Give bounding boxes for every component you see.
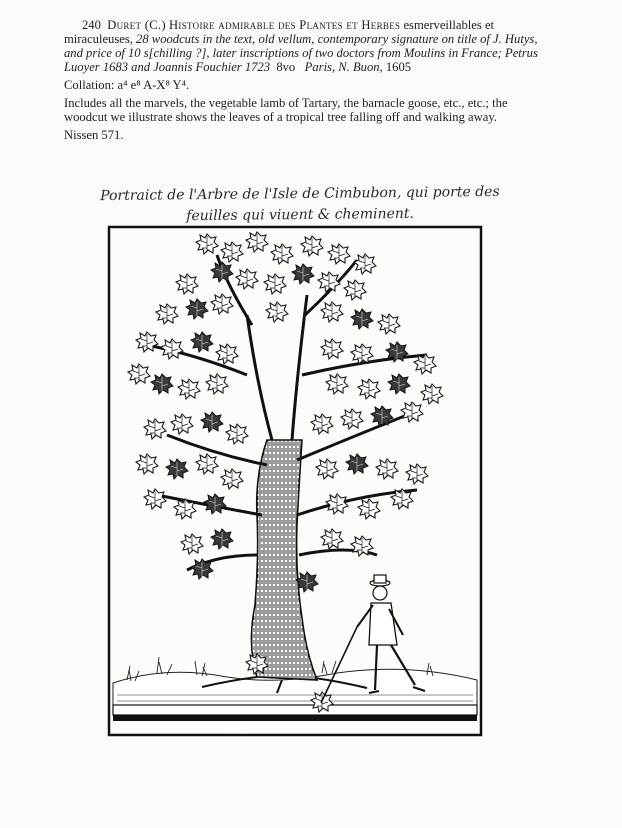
woodcut-caption [100, 182, 500, 228]
collation-label: Collation: [64, 78, 115, 92]
caption-line-2: feuilles qui viuent & cheminent. [186, 205, 415, 225]
entry-title: Histoire admirable des Plantes et Herbes [169, 18, 401, 32]
caption-line-1: Portraict de l'Arbre de l'Isle de Cimbubon, qui porte des [100, 183, 500, 205]
entry-description: 28 woodcuts in the text, old vellum, contemporary signature on title of J. Hutys, and price of 10 s[chilling ?], later inscriptions of two doctors from Moulins in France; Petrus Luoyer 1683 and Joannis Fouchier 1723 [64, 32, 538, 74]
entry-collation [64, 78, 554, 92]
woodcut-monogram: V&L [225, 721, 251, 734]
entry-note: Includes all the marvels, the vegetable lamb of Tartary, the barnacle goose, etc., etc.; the woodcut we illustrate shows the leaves of a tropical tree falling off and walking away. [64, 96, 508, 124]
woodcut-drawing [107, 225, 483, 737]
entry-imprint: Paris, N. Buon, [304, 60, 383, 74]
woodcut-illustration [107, 225, 483, 737]
catalogue-entry [64, 18, 554, 142]
collation-value: a⁴ e⁸ A-X⁸ Y⁴. [117, 78, 190, 92]
entry-heading [64, 18, 554, 74]
entry-format: 8vo [276, 60, 296, 74]
entry-title-rest-2: et miraculeuses, [64, 18, 495, 46]
entry-year: 1605 [385, 60, 412, 74]
entry-author: Duret (C.) [107, 18, 166, 32]
entry-title-rest-1: esmerveillables [403, 18, 482, 32]
entry-number: 240 [82, 18, 101, 32]
entry-reference: Nissen 571. [64, 128, 124, 142]
